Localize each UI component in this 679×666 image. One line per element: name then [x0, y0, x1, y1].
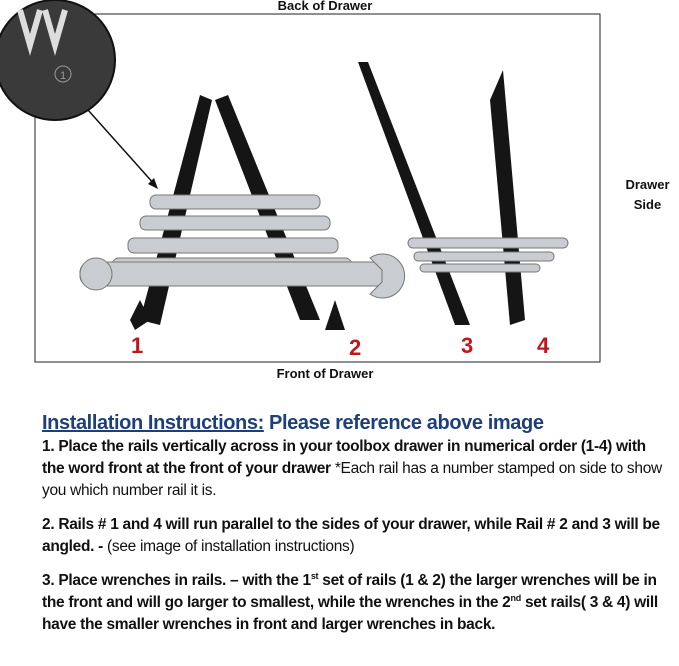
step-1 [42, 436, 672, 502]
back-of-drawer-label: Back of Drawer [277, 0, 373, 13]
front-of-drawer-label: Front of Drawer [276, 366, 374, 381]
step-3-part-a: 3. Place wrenches in rails. – with the 1 [42, 572, 311, 589]
step-1-note: *Each rail has a number stamped on side to show you which number rail it is. [42, 460, 662, 499]
title-rest: Please reference above image [269, 412, 544, 434]
arrow-line [88, 110, 155, 185]
rail-4 [490, 70, 525, 325]
wrenches-large [80, 195, 405, 298]
title-underlined: Installation Instructions: [42, 412, 264, 434]
rail-number-2: 2 [349, 335, 362, 360]
rail-number-1: 1 [131, 333, 144, 358]
wrenches-small [408, 238, 568, 272]
step-1-bold: 1. Place the rails vertically across in your toolbox drawer in numerical order (1-4) with the word front at the front of your drawer [42, 438, 646, 477]
step-2-bold: 2. Rails # 1 and 4 will run parallel to the sides of your drawer, while Rail # 2 and 3 will be angled. - [42, 516, 660, 555]
step-2 [42, 514, 672, 558]
step-2-note: (see image of installation instructions) [107, 538, 355, 555]
step-3-sup-2: nd [510, 592, 521, 603]
step-3-part-c: set rails( 3 & 4) will have the smaller wrenches in front and larger wrenches in back. [42, 594, 658, 633]
rail-number-4: 4 [537, 333, 550, 358]
rail-number-closeup-inset [0, 0, 158, 189]
instructions-title [42, 412, 672, 434]
step-3 [42, 570, 672, 636]
step-3-sup-1: st [310, 570, 319, 581]
inset-rail-number: 1 [60, 70, 67, 82]
step-3-part-b: set of rails (1 & 2) the larger wrenches will be in the front and will go larger to smallest, while the wrenches in the 2 [42, 572, 657, 611]
drawer-side-label: Drawer Side [625, 177, 670, 212]
rail-number-3: 3 [461, 333, 474, 358]
installation-instructions [42, 412, 672, 648]
rail-1-2-pair [130, 95, 345, 330]
